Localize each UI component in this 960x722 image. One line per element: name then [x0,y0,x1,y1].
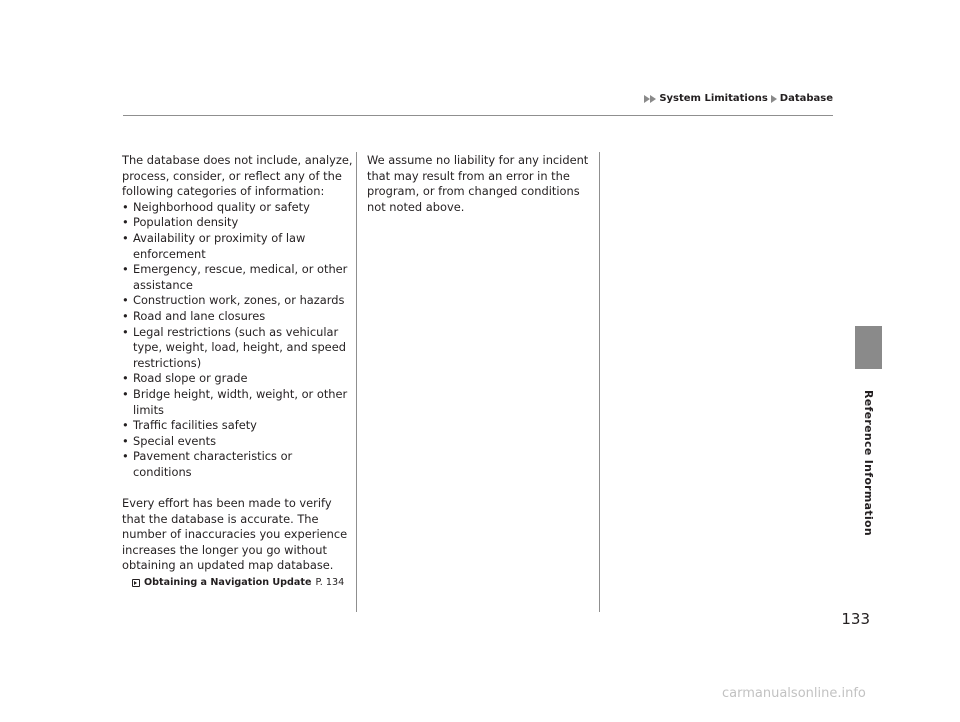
cross-reference-link[interactable] [132,576,354,589]
breadcrumb-arrow-icon [771,95,777,103]
list-item: • Construction work, zones, or hazards [122,293,354,309]
header-rule [123,115,833,116]
accuracy-paragraph: Every effort has been made to verify that the database is accurate. The number of inaccuracies you experience increases the longer you go without obtaining an updated map database. [122,496,348,573]
list-item: • Special events [122,434,354,450]
cross-reference-page[interactable]: P. 134 [315,577,345,589]
paragraph-gap [122,480,354,496]
left-column [122,153,354,589]
watermark: carmanualsonline.info [722,686,866,701]
column-divider-left [356,152,357,612]
page-reference-icon [132,579,140,587]
page-number: 133 [841,610,870,628]
breadcrumb-arrows-icon [644,95,656,103]
breadcrumb-item-database[interactable]: Database [779,93,833,104]
right-column [367,153,593,215]
section-tab-label: Reference Information [862,390,875,536]
cross-reference-label[interactable]: Obtaining a Navigation Update [144,577,312,589]
list-item: • Bridge height, width, weight, or other limits [122,387,354,418]
excluded-info-list [122,200,354,481]
list-item: • Population density [122,215,354,231]
list-item: • Road and lane closures [122,309,354,325]
list-item: • Pavement characteristics or conditions [122,449,354,480]
list-item: • Traffic facilities safety [122,418,354,434]
column-divider-right [599,152,600,612]
list-item: • Neighborhood quality or safety [122,200,354,216]
breadcrumb [644,93,833,104]
list-item: • Legal restrictions (such as vehicular type, weight, load, height, and speed restrictions) [122,325,354,372]
list-item: • Road slope or grade [122,371,354,387]
list-item: • Emergency, rescue, medical, or other assistance [122,262,354,293]
intro-paragraph: The database does not include, analyze, process, consider, or reflect any of the following categories of information: [122,153,353,199]
breadcrumb-item-system-limitations[interactable]: System Limitations [659,93,768,104]
list-item: • Availability or proximity of law enforcement [122,231,354,262]
section-tab [855,326,882,369]
liability-paragraph: We assume no liability for any incident that may result from an error in the program, or from changed conditions not noted above. [367,153,589,214]
